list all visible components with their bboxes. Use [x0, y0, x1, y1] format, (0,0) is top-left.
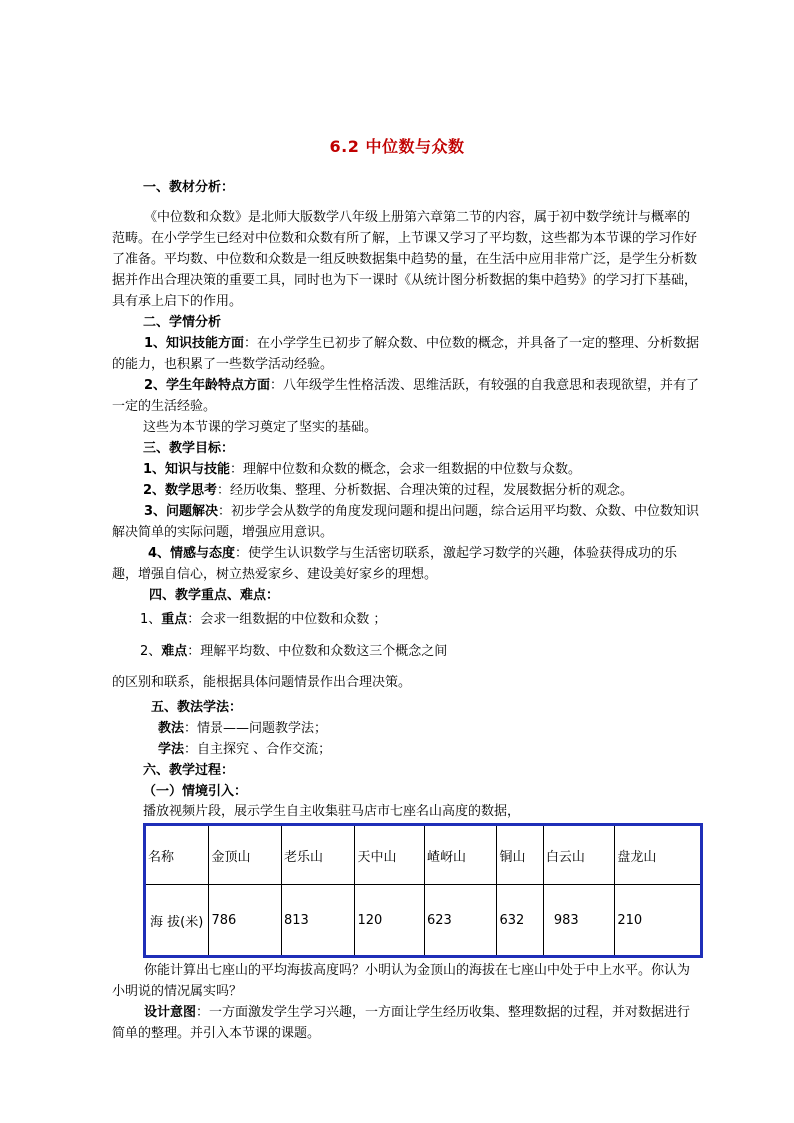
table-cell: 120 — [355, 885, 424, 957]
table-header-cell: 盘龙山 — [615, 825, 702, 885]
subsection-heading-intro: （一）情境引入： — [143, 784, 248, 799]
goal-1 — [143, 459, 581, 480]
table-header-cell: 名称 — [145, 825, 209, 885]
design-label: 设计意图 — [144, 1005, 197, 1020]
section-heading-student-analysis: 二、学情分析 — [143, 315, 222, 330]
item-label: 2、学生年龄特点方面 — [144, 378, 271, 393]
item-text: ：在小学学生已初步了解众数、中位数的概念，并具备了一定的整理、分析数据的能力，也积累了一些数学活动经验。 — [112, 336, 700, 372]
table-cell: 813 — [281, 885, 355, 957]
textbook-analysis-paragraph: 《中位数和众数》是北师大版数学八年级上册第六章第二节的内容，属于初中数学统计与概率的范畴。在小学学生已经对中位数和众数有所了解，上节课又学习了平均数，这些都为本节课的学习作好了准备。平均数、中位数和众数是一组反映数据集中趋势的量，在生活中应用非常广泛，是学生分析数据并作出合理决策的重要工具，同时也为下一课时《从统计图分析数据的集中趋势》的学习打下基础，具有承上启下的作用。 — [112, 210, 698, 309]
goal-2 — [143, 480, 633, 501]
key-prefix: 2、 — [140, 644, 162, 659]
goal-text: ：使学生认识数学与生活密切联系，激起学习数学的兴趣，体验获得成功的乐趣，增强自信心，树立热爱家乡、建设美好家乡的理想。 — [112, 546, 678, 582]
teaching-method — [158, 718, 327, 739]
section-heading-textbook-analysis: 一、教材分析： — [143, 180, 235, 195]
key-label: 重点 — [161, 612, 188, 627]
table-cell: 786 — [209, 885, 282, 957]
section-heading-methods: 五、教法学法： — [151, 700, 243, 715]
goal-text: ：经历收集、整理、分析数据、合理决策的过程，发展数据分析的观念。 — [217, 483, 634, 498]
table-header-row — [145, 825, 702, 885]
table-cell: 632 — [497, 885, 543, 957]
table-header-cell: 嵖岈山 — [424, 825, 497, 885]
design-intent-paragraph — [112, 1002, 702, 1044]
key-text: ：理解平均数、中位数和众数这三个概念之间 — [187, 644, 448, 659]
method-label: 学法 — [158, 742, 185, 757]
table-header-cell: 老乐山 — [281, 825, 355, 885]
table-header-cell: 天中山 — [355, 825, 424, 885]
goal-label: 1、知识与技能 — [143, 462, 231, 477]
intro-text: 播放视频片段，展示学生自主收集驻马店市七座名山高度的数据， — [143, 804, 521, 819]
design-text: ：一方面激发学生学习兴趣，一方面让学生经历收集、整理数据的过程，并对数据进行简单的整理。并引入本节课的课题。 — [112, 1005, 691, 1041]
table-header-cell: 白云山 — [543, 825, 615, 885]
key-point-2 — [140, 641, 447, 662]
goal-text: ：初步学会从数学的角度发现问题和提出问题，综合运用平均数、众数、中位数知识解决简单的实际问题，增强应用意识。 — [112, 504, 700, 540]
learning-method — [158, 739, 331, 760]
page-title: 6.2 中位数与众数 — [329, 137, 465, 156]
table-cell: 210 — [615, 885, 702, 957]
method-text: ：自主探究 、合作交流； — [184, 742, 332, 757]
goal-label: 4、情感与态度 — [148, 546, 236, 561]
table-row-label: 海 拔(米) — [145, 885, 209, 957]
table-cell: 623 — [424, 885, 497, 957]
key-label: 难点 — [161, 644, 188, 659]
section-heading-process: 六、教学过程： — [143, 763, 235, 778]
goal-3 — [112, 501, 702, 543]
key-prefix: 1、 — [140, 612, 162, 627]
student-analysis-item-2 — [112, 375, 702, 417]
method-text: ：情景——问题教学法； — [184, 721, 328, 736]
table-row — [145, 885, 702, 957]
goal-label: 3、问题解决 — [144, 504, 219, 519]
student-analysis-summary: 这些为本节课的学习奠定了坚实的基础。 — [143, 420, 378, 435]
goal-label: 2、数学思考 — [143, 483, 218, 498]
table-header-cell: 金顶山 — [209, 825, 282, 885]
section-heading-key-points: 四、教学重点、难点： — [149, 588, 280, 603]
goal-4 — [112, 543, 702, 585]
key-text: ：会求一组数据的中位数和众数 ； — [187, 612, 387, 627]
question-paragraph: 你能计算出七座山的平均海拔高度吗？小明认为金顶山的海拔在七座山中处于中上水平。你认为小明说的情况属实吗？ — [112, 963, 691, 999]
key-point-2-continuation: 的区别和联系，能根据具体问题情景作出合理决策。 — [112, 675, 412, 690]
key-point-1 — [140, 609, 386, 630]
mountain-height-table — [143, 823, 703, 958]
student-analysis-item-1 — [112, 333, 702, 375]
table-cell: 983 — [543, 885, 615, 957]
item-label: 1、知识技能方面 — [144, 336, 245, 351]
method-label: 教法 — [158, 721, 185, 736]
item-text: ：八年级学生性格活泼、思维活跃，有较强的自我意思和表现欲望，并有了一定的生活经验。 — [112, 378, 700, 414]
section-heading-teaching-goals: 三、教学目标： — [143, 441, 235, 456]
goal-text: ：理解中位数和众数的概念，会求一组数据的中位数与众数。 — [230, 462, 582, 477]
table-header-cell: 铜山 — [497, 825, 543, 885]
